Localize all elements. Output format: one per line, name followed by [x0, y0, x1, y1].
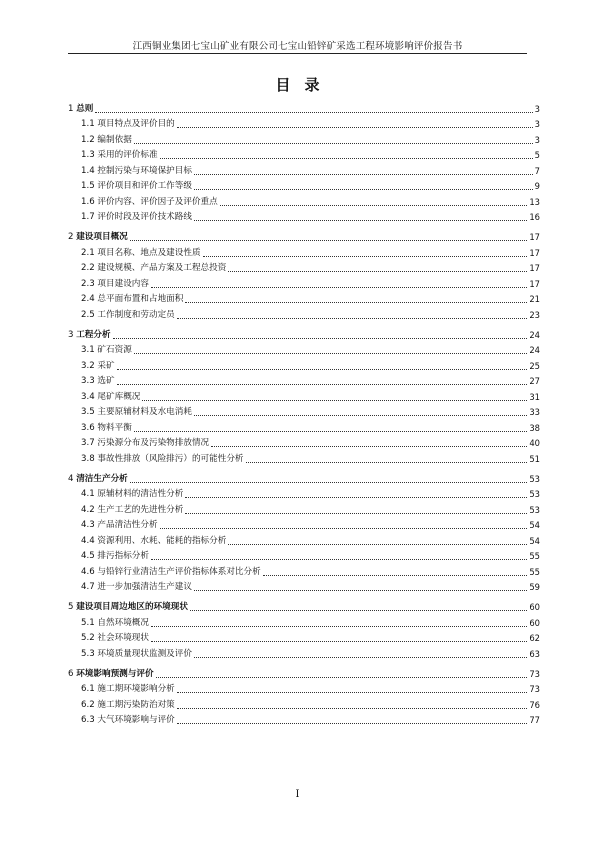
toc-entry-label: 编制依据 [97, 134, 132, 145]
toc-dot-leader [177, 318, 528, 319]
toc-entry-number: 1.4 [81, 165, 95, 176]
toc-section-entry[interactable] [68, 208, 540, 224]
toc-dot-leader [220, 205, 528, 206]
toc-entry-label: 采矿 [97, 360, 115, 371]
toc-entry-page: 53 [529, 473, 540, 484]
toc-entry-number: 3.8 [81, 453, 95, 464]
toc-section-entry[interactable] [68, 680, 540, 696]
toc-entry-page: 63 [529, 648, 540, 659]
toc-entry-label: 进一步加强清洁生产建议 [97, 582, 192, 593]
toc-section-entry[interactable] [68, 644, 540, 660]
table-of-contents [68, 99, 540, 726]
toc-dot-leader [194, 220, 527, 221]
toc-section-entry[interactable] [68, 372, 540, 388]
toc-entry-label: 评价时段及评价技术路线 [97, 212, 192, 222]
toc-entry-number: 5.2 [81, 633, 95, 644]
toc-entry-number: 5.3 [81, 648, 95, 659]
toc-entry-page: 59 [529, 582, 540, 593]
toc-dot-leader [117, 369, 528, 370]
toc-section-entry[interactable] [68, 146, 540, 162]
toc-entry-number: 3.6 [81, 422, 95, 433]
toc-entry-number: 3.7 [81, 438, 95, 449]
toc-entry-page: 54 [529, 520, 540, 531]
toc-dot-leader [194, 590, 527, 591]
toc-entry-label: 生产工艺的先进性分析 [97, 504, 184, 515]
toc-entry-page: 40 [529, 438, 540, 449]
toc-entry-number: 4.2 [81, 504, 95, 515]
toc-entry-page: 33 [529, 407, 540, 418]
toc-entry-number: 1.3 [81, 150, 95, 160]
toc-entry-page: 31 [529, 391, 540, 402]
toc-entry-label: 选矿 [97, 376, 115, 387]
toc-entry-page: 17 [529, 247, 540, 258]
toc-entry-label: 施工期环境影响分析 [97, 684, 175, 695]
toc-entry-page: 25 [529, 360, 540, 371]
toc-entry-number: 1.7 [81, 212, 95, 222]
toc-entry-label: 评价项目和评价工作等级 [97, 181, 192, 191]
toc-entry-number: 5.1 [81, 617, 95, 628]
toc-entry-page: 27 [529, 376, 540, 387]
toc-dot-leader [263, 575, 528, 576]
toc-entry-label: 排污指标分析 [97, 551, 149, 562]
toc-entry-page: 73 [529, 684, 540, 695]
toc-section-entry[interactable] [68, 578, 540, 594]
toc-entry-number: 1.1 [81, 119, 95, 129]
toc-dot-leader [228, 544, 527, 545]
toc-entry-label: 环境影响预测与评价 [76, 668, 154, 679]
header-divider [68, 53, 527, 54]
toc-section-entry[interactable] [68, 243, 540, 259]
toc-entry-number: 2.5 [81, 309, 95, 320]
toc-entry-page: 17 [529, 278, 540, 289]
toc-entry-page: 5 [534, 150, 540, 160]
toc-entry-label: 污染源分布及污染物排放情况 [97, 438, 210, 449]
toc-entry-label: 采用的评价标准 [97, 150, 158, 160]
toc-dot-leader [194, 415, 527, 416]
toc-entry-page: 55 [529, 551, 540, 562]
toc-entry-number: 1.6 [81, 196, 95, 207]
toc-entry-page: 51 [529, 453, 540, 464]
toc-entry-page: 17 [529, 232, 540, 243]
toc-section-entry[interactable] [68, 115, 540, 131]
toc-section-entry[interactable] [68, 403, 540, 419]
toc-entry-number: 3 [68, 329, 74, 340]
toc-entry-page: 17 [529, 263, 540, 274]
toc-dot-leader [177, 723, 528, 724]
toc-entry-number: 4.5 [81, 551, 95, 562]
toc-entry-page: 53 [529, 504, 540, 515]
toc-entry-number: 2.4 [81, 294, 95, 305]
toc-dot-leader [190, 610, 527, 611]
toc-entry-number: 6.3 [81, 715, 95, 726]
toc-entry-label: 事故性排放（风险排污）的可能性分析 [97, 453, 244, 464]
toc-entry-label: 矿石资源 [97, 345, 132, 356]
toc-entry-number: 2.1 [81, 247, 95, 258]
toc-entry-label: 自然环境概况 [97, 617, 149, 628]
toc-entry-page: 62 [529, 633, 540, 644]
toc-entry-page: 24 [529, 345, 540, 356]
toc-dot-leader [177, 692, 528, 693]
toc-dot-leader [130, 240, 528, 241]
toc-entry-page: 3 [534, 103, 540, 114]
toc-entry-number: 3.5 [81, 407, 95, 418]
toc-entry-label: 工程分析 [76, 329, 111, 340]
toc-dot-leader [203, 256, 528, 257]
toc-dot-leader [151, 641, 527, 642]
toc-entry-number: 2.3 [81, 278, 95, 289]
toc-entry-number: 1 [68, 103, 74, 114]
toc-entry-number: 4.7 [81, 582, 95, 593]
toc-dot-leader [228, 271, 527, 272]
toc-entry-label: 主要原辅材料及水电消耗 [97, 407, 192, 418]
toc-entry-label: 与铅锌行业清洁生产评价指标体系对比分析 [97, 566, 261, 577]
toc-dot-leader [151, 287, 527, 288]
toc-entry-page: 23 [529, 309, 540, 320]
toc-entry-page: 54 [529, 535, 540, 546]
toc-entry-number: 3.4 [81, 391, 95, 402]
toc-entry-label: 清洁生产分析 [76, 473, 128, 484]
toc-dot-leader [246, 462, 528, 463]
toc-entry-label: 工作制度和劳动定员 [97, 309, 175, 320]
toc-entry-label: 总则 [76, 103, 94, 114]
toc-section-entry[interactable] [68, 434, 540, 450]
toc-entry-page: 77 [529, 715, 540, 726]
toc-section-entry[interactable] [68, 177, 540, 193]
toc-entry-page: 73 [529, 668, 540, 679]
toc-entry-label: 控制污染与环境保护目标 [97, 165, 192, 176]
toc-entry-number: 4.1 [81, 489, 95, 500]
toc-dot-leader [177, 127, 533, 128]
toc-section-entry[interactable] [68, 161, 540, 177]
toc-dot-leader [130, 482, 528, 483]
toc-entry-label: 建设规模、产品方案及工程总投资 [97, 263, 227, 274]
toc-section-entry[interactable] [68, 695, 540, 711]
toc-entry-label: 评价内容、评价因子及评价重点 [97, 196, 218, 207]
toc-entry-label: 项目名称、地点及建设性质 [97, 247, 201, 258]
toc-section-entry[interactable] [68, 500, 540, 516]
running-header: 江西铜业集团七宝山矿业有限公司七宝山铅锌矿采选工程环境影响评价报告书 [132, 41, 463, 52]
toc-entry-number: 4.4 [81, 535, 95, 546]
toc-entry-label: 原辅材料的清洁性分析 [97, 489, 184, 500]
toc-entry-page: 16 [529, 212, 540, 222]
toc-entry-label: 建设项目周边地区的环境现状 [76, 602, 188, 613]
toc-entry-number: 6 [68, 668, 74, 679]
toc-entry-number: 3.2 [81, 360, 95, 371]
toc-entry-number: 4.6 [81, 566, 95, 577]
toc-entry-number: 1.5 [81, 181, 95, 191]
toc-entry-page: 3 [534, 119, 540, 129]
toc-entry-page: 55 [529, 566, 540, 577]
toc-dot-leader [134, 353, 528, 354]
toc-dot-leader [142, 400, 527, 401]
toc-dot-leader [211, 446, 527, 447]
toc-dot-leader [151, 559, 527, 560]
toc-entry-label: 物料平衡 [97, 422, 132, 433]
toc-entry-number: 6.1 [81, 684, 95, 695]
toc-section-entry[interactable] [68, 259, 540, 275]
toc-entry-page: 53 [529, 489, 540, 500]
toc-entry-label: 项目特点及评价目的 [97, 119, 175, 129]
toc-entry-label: 大气环境影响与评价 [97, 715, 175, 726]
toc-section-entry[interactable] [68, 613, 540, 629]
toc-entry-label: 环境质量现状监测及评价 [97, 648, 192, 659]
toc-entry-label: 施工期污染防治对策 [97, 699, 175, 710]
toc-chapter-entry[interactable] [68, 664, 540, 680]
toc-section-entry[interactable] [68, 547, 540, 563]
toc-section-entry[interactable] [68, 130, 540, 146]
toc-entry-number: 3.3 [81, 376, 95, 387]
toc-dot-leader [117, 384, 528, 385]
toc-section-entry[interactable] [68, 449, 540, 465]
toc-dot-leader [194, 657, 527, 658]
toc-dot-leader [134, 143, 533, 144]
toc-chapter-entry[interactable] [68, 99, 540, 115]
toc-dot-leader [194, 174, 533, 175]
toc-entry-label: 资源利用、水耗、能耗的指标分析 [97, 535, 227, 546]
toc-section-entry[interactable] [68, 341, 540, 357]
toc-section-entry[interactable] [68, 274, 540, 290]
toc-entry-page: 21 [529, 294, 540, 305]
toc-dot-leader [194, 189, 533, 190]
toc-dot-leader [177, 708, 528, 709]
toc-dot-leader [156, 677, 528, 678]
toc-entry-page: 3 [534, 134, 540, 145]
toc-entry-number: 3.1 [81, 345, 95, 356]
toc-dot-leader [113, 338, 528, 339]
toc-section-entry[interactable] [68, 531, 540, 547]
toc-dot-leader [134, 431, 528, 432]
toc-entry-number: 4 [68, 473, 74, 484]
toc-section-entry[interactable] [68, 418, 540, 434]
toc-section-entry[interactable] [68, 387, 540, 403]
toc-chapter-entry[interactable] [68, 598, 540, 614]
toc-entry-page: 7 [534, 165, 540, 176]
toc-dot-leader [151, 626, 527, 627]
toc-entry-page: 60 [529, 617, 540, 628]
toc-dot-leader [185, 302, 527, 303]
toc-section-entry[interactable] [68, 192, 540, 208]
toc-dot-leader [160, 158, 533, 159]
toc-entry-page: 38 [529, 422, 540, 433]
toc-entry-label: 社会环境现状 [97, 633, 149, 644]
toc-entry-number: 6.2 [81, 699, 95, 710]
toc-entry-label: 尾矿库概况 [97, 391, 141, 402]
toc-section-entry[interactable] [68, 516, 540, 532]
toc-dot-leader [160, 528, 528, 529]
toc-section-entry[interactable] [68, 290, 540, 306]
toc-entry-label: 建设项目概况 [76, 232, 128, 243]
toc-section-entry[interactable] [68, 562, 540, 578]
toc-entry-number: 1.2 [81, 134, 95, 145]
toc-entry-number: 2.2 [81, 263, 95, 274]
toc-dot-leader [185, 497, 527, 498]
toc-section-entry[interactable] [68, 485, 540, 501]
toc-section-entry[interactable] [68, 629, 540, 645]
toc-entry-label: 项目建设内容 [97, 278, 149, 289]
toc-chapter-entry[interactable] [68, 325, 540, 341]
toc-entry-page: 76 [529, 699, 540, 710]
toc-dot-leader [95, 112, 532, 113]
toc-entry-page: 60 [529, 602, 540, 613]
toc-title: 目录 [275, 76, 334, 94]
toc-entry-page: 9 [534, 181, 540, 191]
toc-section-entry[interactable] [68, 305, 540, 321]
toc-entry-number: 4.3 [81, 520, 95, 531]
toc-entry-label: 产品清洁性分析 [97, 520, 158, 531]
toc-entry-page: 24 [529, 329, 540, 340]
toc-chapter-entry[interactable] [68, 469, 540, 485]
toc-entry-page: 13 [529, 196, 540, 207]
toc-chapter-entry[interactable] [68, 228, 540, 244]
toc-section-entry[interactable] [68, 356, 540, 372]
page-number: I [295, 789, 300, 800]
toc-entry-number: 2 [68, 232, 74, 243]
toc-section-entry[interactable] [68, 711, 540, 727]
toc-entry-label: 总平面布置和占地面积 [97, 294, 184, 305]
toc-entry-number: 5 [68, 602, 74, 613]
toc-dot-leader [185, 513, 527, 514]
